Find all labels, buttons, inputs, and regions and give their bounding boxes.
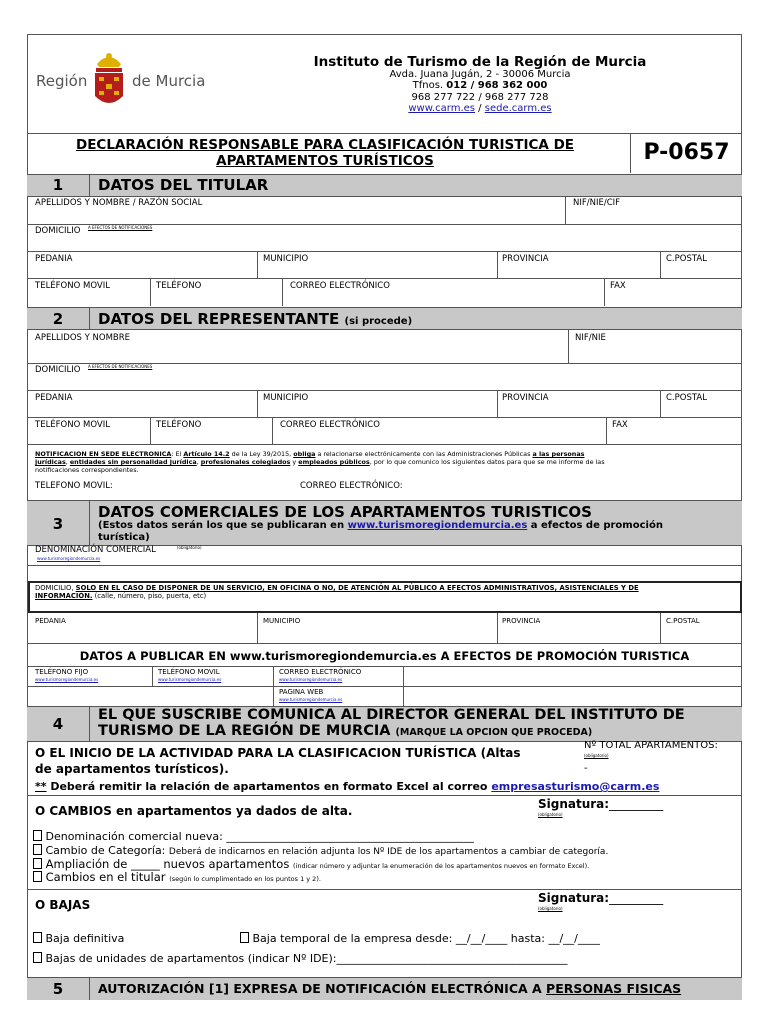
divider: [606, 417, 607, 444]
notice-personas: a las personas: [532, 450, 585, 458]
divider: [152, 666, 153, 686]
notice-text: notificaciones correspondientes.: [35, 466, 139, 474]
divider: [568, 329, 569, 363]
phones-prefix: Tfnos.: [412, 80, 447, 91]
signatura-line[interactable]: _________: [609, 797, 664, 811]
divider: [27, 444, 742, 445]
notice-text: ,: [196, 458, 201, 466]
baja-unidades[interactable]: [33, 952, 568, 965]
section-4-title-note: (MARQUE LA OPCION QUE PROCEDA): [395, 727, 593, 738]
s2-fax-label: FAX: [612, 420, 628, 430]
title-line-2: APARTAMENTOS TURÍSTICOS: [216, 153, 434, 169]
notice-text: y: [290, 458, 299, 466]
link-separator: /: [475, 103, 485, 114]
s3-tel-movil-label: TELÉFONO MOVIL: [158, 668, 220, 676]
domicilio-hint: (calle, número, piso, puerta, etc): [92, 592, 207, 600]
divider: [497, 390, 498, 417]
s3-denominacion-label: DENOMINACIÓN COMERCIAL: [35, 545, 156, 555]
turismo-link[interactable]: www.turismoregiondemurcia.es: [347, 520, 528, 531]
notice-text: : El: [171, 450, 184, 458]
notice-text: , por lo que comunico los siguientes datos para que se me informe de las: [369, 458, 605, 466]
baja-temporal-text: Baja temporal de la empresa desde: __/__/____ hasta: __/__/____: [249, 932, 600, 945]
option-inicio[interactable]: [35, 745, 521, 777]
checkbox-icon[interactable]: [33, 952, 42, 963]
divider: [27, 417, 742, 418]
checkbox-icon[interactable]: [33, 844, 42, 855]
s1-correo-label: CORREO ELECTRÓNICO: [290, 281, 390, 291]
divider: [27, 643, 742, 644]
s1-pedania-label: PEDANIA: [35, 254, 73, 264]
s3-correo-label: CORREO ELECTRÓNICO: [279, 668, 362, 676]
notif-correo-label: CORREO ELECTRÓNICO:: [300, 481, 403, 491]
total-apartamentos-obligatorio: (obligatorio): [584, 753, 609, 758]
bajas-signatura: [538, 891, 663, 905]
s1-municipio-label: MUNICIPIO: [263, 254, 309, 264]
notice-text: ,: [65, 458, 70, 466]
baja-definitiva[interactable]: [33, 932, 124, 945]
logo-text-left: Región: [36, 72, 88, 90]
checkbox-icon[interactable]: [240, 932, 249, 943]
phones-main: 012 / 968 362 000: [446, 80, 548, 91]
s3-pagina-label: PAGINA WEB: [279, 688, 324, 696]
cambios-signatura-obligatorio: (obligatorio): [538, 812, 563, 817]
divider: [89, 174, 90, 196]
baja-unidades-text: Bajas de unidades de apartamentos (indicar Nº IDE):__________________________________________: [42, 952, 568, 965]
divider: [565, 196, 566, 224]
divider: [27, 390, 742, 391]
s3-pedania-label: PEDANIA: [35, 617, 66, 625]
option-inicio-line-2: de apartamentos turísticos).: [35, 762, 229, 776]
section-3-number: 3: [52, 515, 64, 533]
divider: [660, 390, 661, 417]
cambio-denominacion-text: Denominación comercial nueva: _____________________________________________: [42, 830, 474, 843]
subtitle-text: a efectos de promoción: [527, 520, 663, 531]
divider: [282, 278, 283, 306]
s3-correo-link[interactable]: www.turismoregiondemurcia.es: [279, 677, 343, 682]
baja-definitiva-text: Baja definitiva: [42, 932, 125, 945]
cambio-categoria-hint: Deberá de indicarnos en relación adjunta los Nº IDE de los apartamentos a cambiar de categoría.: [168, 847, 609, 857]
s3-pagina-link[interactable]: www.turismoregiondemurcia.es: [279, 697, 343, 702]
divider: [497, 251, 498, 278]
total-apartamentos-value[interactable]: -: [584, 763, 588, 774]
coat-of-arms-icon: [89, 50, 129, 112]
s2-municipio-label: MUNICIPIO: [263, 393, 309, 403]
domicilio-text: DOMICILIO,: [35, 584, 76, 592]
section-3-subtitle: [98, 520, 663, 544]
divider: [27, 889, 742, 890]
section-5-title: [98, 981, 681, 996]
section-4-title: [98, 707, 685, 741]
option-bajas[interactable]: O BAJAS: [35, 898, 91, 912]
notification-notice: [35, 450, 737, 474]
s1-provincia-label: PROVINCIA: [502, 254, 549, 264]
signatura-label: Signatura:: [538, 797, 610, 811]
section-1-number: 1: [52, 176, 64, 194]
s2-domicilio-note: A EFECTOS DE NOTIFICACIONES: [88, 364, 153, 369]
s3-tel-movil-link[interactable]: www.turismoregiondemurcia.es: [158, 677, 222, 682]
section-5-number: 5: [52, 980, 64, 998]
remitir-note: [35, 780, 659, 793]
institute-phones: [240, 80, 720, 91]
s2-domicilio-label: DOMICILIO: [35, 365, 81, 375]
divider: [27, 686, 742, 687]
remitir-asterisks: **: [35, 780, 47, 793]
s3-denominacion-link[interactable]: www.turismoregiondemurcia.es: [37, 556, 101, 561]
divider: [272, 417, 273, 444]
subtitle-text: (Estos datos serán los que se publicaran en: [98, 520, 348, 531]
divider: [660, 613, 661, 643]
notice-entidades: entidades sin personalidad jurídica: [69, 458, 197, 466]
signatura-label: Signatura:: [538, 891, 610, 905]
notice-obliga: obliga: [293, 450, 316, 458]
checkbox-icon[interactable]: [33, 830, 42, 841]
cambio-ampliacion-hint: (indicar número y adjuntar la enumeración de los apartamentos nuevos en formato Excel).: [292, 862, 590, 870]
section-5-title-emphasis: PERSONAS FISICAS: [546, 981, 682, 996]
divider: [89, 500, 90, 545]
divider: [89, 706, 90, 741]
s1-movil-label: TELÉFONO MOVIL: [35, 281, 110, 291]
divider: [257, 251, 258, 278]
s2-provincia-label: PROVINCIA: [502, 393, 549, 403]
s3-provincia-label: PROVINCIA: [502, 617, 541, 625]
remitir-email-link[interactable]: empresasturismo@carm.es: [491, 780, 660, 793]
s2-cpostal-label: C.POSTAL: [666, 393, 707, 403]
option-inicio-line-1: O EL INICIO DE LA ACTIVIDAD PARA LA CLASIFICACION TURÍSTICA (Altas: [35, 746, 521, 760]
notice-empleados: empleados públicos: [298, 458, 370, 466]
checkbox-icon[interactable]: [33, 858, 42, 869]
divider: [150, 278, 151, 306]
cambio-ampliacion[interactable]: [33, 857, 589, 871]
document-title: [30, 137, 620, 169]
s2-movil-label: TELÉFONO MOVIL: [35, 420, 110, 430]
carm-link[interactable]: www.carm.es: [408, 103, 475, 114]
subtitle-text: turística): [98, 532, 150, 543]
s1-domicilio-label: DOMICILIO: [35, 226, 81, 236]
title-line-1: DECLARACIÓN RESPONSABLE PARA CLASIFICACIÓN TURISTICA DE: [75, 137, 574, 153]
total-apartamentos-label: Nº TOTAL APARTAMENTOS:: [584, 740, 718, 751]
signatura-line[interactable]: _________: [609, 891, 664, 905]
remitir-text: Deberá remitir la relación de apartamentos en formato Excel al correo: [46, 780, 492, 793]
cambio-denominacion[interactable]: [33, 830, 474, 843]
section-2-title-note: (si procede): [344, 316, 413, 327]
s1-domicilio-note: A EFECTOS DE NOTIFICACIONES: [88, 225, 153, 230]
s1-fax-label: FAX: [610, 281, 626, 291]
cambio-titular-text: Cambios en el titular: [42, 870, 170, 884]
institute-phones-2: 968 277 722 / 968 277 728: [411, 92, 549, 103]
cambio-ampliacion-text: Ampliación de _____ nuevos apartamentos: [42, 857, 293, 871]
checkbox-icon[interactable]: [33, 871, 42, 882]
notice-text: a relacionarse electrónicamente con las Administraciones Públicas: [315, 450, 533, 458]
divider: [660, 251, 661, 278]
baja-temporal[interactable]: [240, 932, 600, 945]
s3-publicar-heading: DATOS A PUBLICAR EN www.turismoregiondemurcia.es A EFECTOS DE PROMOCIÓN TURISTICA: [79, 649, 690, 663]
notif-movil-label: TELEFONO MOVIL:: [35, 481, 113, 491]
notice-heading: NOTIFICACION EN SEDE ELECTRONICA: [35, 450, 172, 458]
cambio-titular-hint: (según lo cumplimentado en los puntos 1 y 2).: [169, 875, 321, 883]
cambio-categoria-text: Cambio de Categoría:: [42, 844, 169, 857]
institute-links: [240, 103, 720, 114]
section-2-title: [98, 310, 412, 328]
section-3-title: DATOS COMERCIALES DE LOS APARTAMENTOS TURISTICOS: [98, 503, 592, 521]
procedure-code: P-0657: [643, 140, 730, 165]
divider: [27, 666, 742, 667]
section-2-title-text: DATOS DEL REPRESENTANTE: [98, 310, 340, 328]
section-4-number: 4: [52, 715, 64, 733]
s1-apellidos-label: APELLIDOS Y NOMBRE / RAZÓN SOCIAL: [35, 198, 203, 208]
divider: [604, 278, 605, 306]
s3-cpostal-label: C.POSTAL: [666, 617, 700, 625]
s2-correo-label: CORREO ELECTRÓNICO: [280, 420, 380, 430]
s3-municipio-label: MUNICIPIO: [263, 617, 301, 625]
section-1-title: DATOS DEL TITULAR: [98, 176, 269, 194]
section-2-number: 2: [52, 310, 64, 328]
divider: [27, 795, 742, 796]
divider: [89, 977, 90, 1000]
s3-tel-fijo-label: TELÉFONO FIJO: [35, 668, 89, 676]
s3-domicilio-label: [35, 584, 735, 600]
s3-denominacion-obligatorio: (obligatorio): [177, 545, 202, 550]
s2-telefono-label: TELÉFONO: [156, 420, 202, 430]
s2-pedania-label: PEDANIA: [35, 393, 73, 403]
section-4-title-line-1: EL QUE SUSCRIBE COMUNICA AL DIRECTOR GENERAL DEL INSTITUTO DE: [98, 707, 685, 723]
divider: [257, 613, 258, 643]
divider: [497, 613, 498, 643]
s2-nif-label: NIF/NIE: [575, 333, 606, 343]
checkbox-icon[interactable]: [33, 932, 42, 943]
option-cambios[interactable]: O CAMBIOS en apartamentos ya dados de alta.: [35, 804, 353, 818]
divider: [27, 133, 742, 134]
cambios-signatura: [538, 797, 663, 811]
divider: [27, 565, 742, 566]
divider: [27, 278, 742, 279]
bajas-signatura-obligatorio: (obligatorio): [538, 906, 563, 911]
domicilio-condition: SOLO EN EL CASO DE DISPONER DE UN SERVICIO, EN OFICINA O NO, DE ATENCIÓN AL PÚBLICO A EFECTOS ADMINISTRATIVOS, ASISTENCIALES Y DE: [75, 584, 639, 592]
notice-profesionales: profesionales colegiados: [200, 458, 291, 466]
region-logo: [34, 48, 224, 118]
sede-link[interactable]: sede.carm.es: [484, 103, 552, 114]
notice-juridicas: jurídicas: [35, 458, 66, 466]
divider: [89, 307, 90, 329]
cambio-categoria[interactable]: [33, 844, 608, 857]
institute-address: Avda. Juana Jugán, 2 - 30006 Murcia: [389, 69, 571, 80]
s2-apellidos-label: APELLIDOS Y NOMBRE: [35, 333, 131, 343]
notice-article: Artículo 14.2: [183, 450, 230, 458]
divider: [27, 251, 742, 252]
s3-tel-fijo-link[interactable]: www.turismoregiondemurcia.es: [35, 677, 99, 682]
cambio-titular[interactable]: [33, 870, 321, 884]
s1-nif-label: NIF/NIE/CIF: [573, 198, 621, 208]
divider: [150, 417, 151, 444]
logo-text-right: de Murcia: [132, 72, 206, 90]
divider: [257, 390, 258, 417]
section-5-title-text: AUTORIZACIÓN [1] EXPRESA DE NOTIFICACIÓN ELECTRÓNICA A: [98, 981, 547, 996]
domicilio-informacion: INFORMACIÓN.: [35, 592, 93, 600]
s1-cpostal-label: C.POSTAL: [666, 254, 707, 264]
institute-name: Instituto de Turismo de la Región de Murcia: [313, 54, 647, 70]
s1-telefono-label: TELÉFONO: [156, 281, 202, 291]
notice-text: de la Ley 39/2015,: [229, 450, 294, 458]
section-4-title-line-2: TURISMO DE LA REGIÓN DE MURCIA: [98, 723, 391, 739]
